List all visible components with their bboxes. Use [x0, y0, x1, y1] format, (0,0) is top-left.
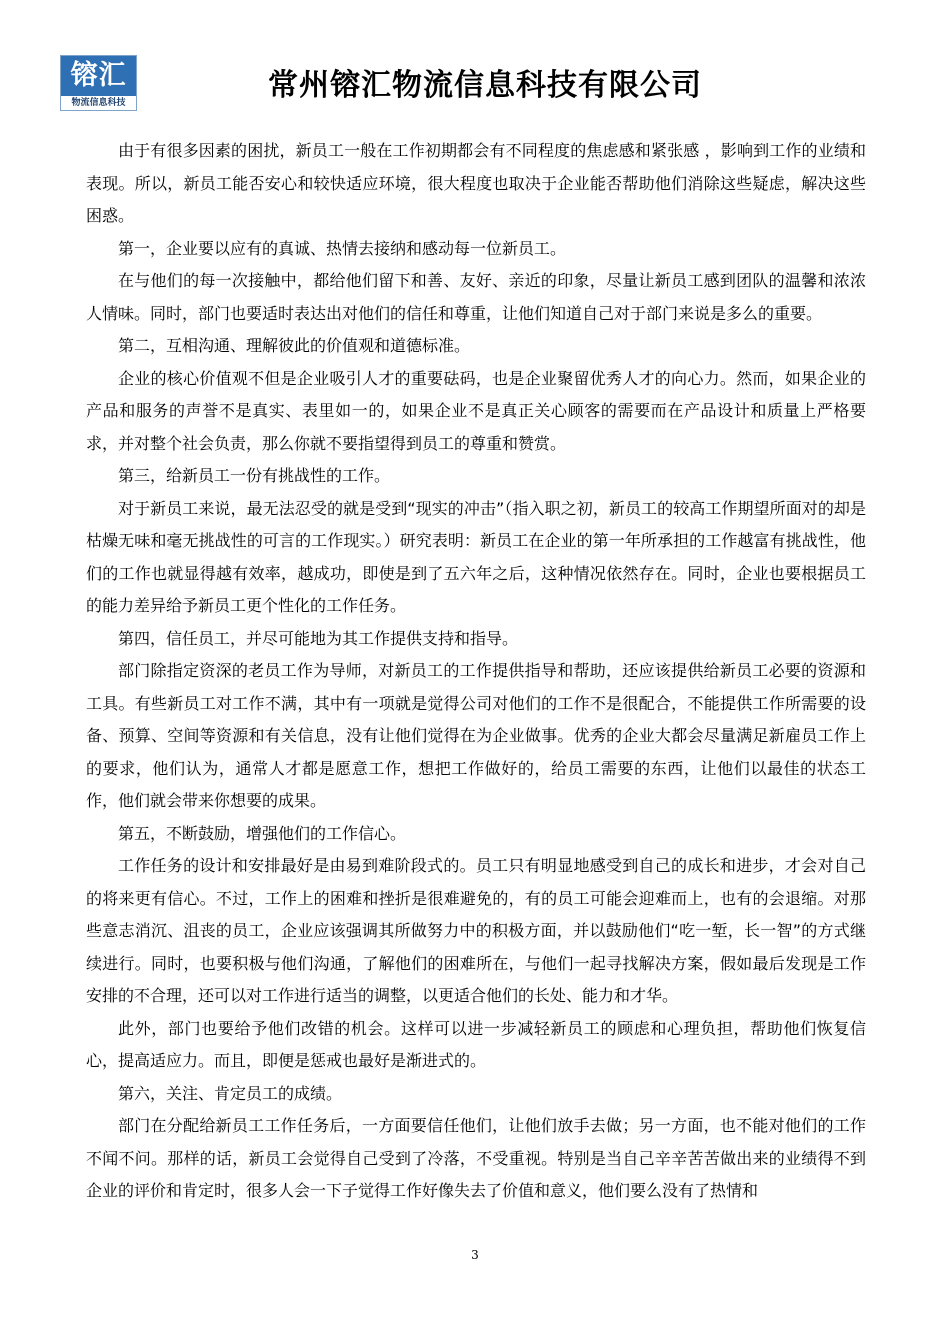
paragraph: 第六，关注、肯定员工的成绩。	[118, 1083, 343, 1103]
paragraph: 工作任务的设计和安排最好是由易到难阶段式的。员工只有明显地感受到自己的成长和进步，才会对自己的将来更有信心。不过，工作上的困难和挫折是很难避免的，有的员工可能会迎难而上，也有的会退缩。对那些意志消沉、沮丧的员工，企业应该强调其所做努力中的积极方面，并以鼓励他们“吃一堑，长一智”的方式继续进行。同时，也要积极与他们沟通，了解他们的困难所在，与他们一起寻找解决方案，假如最后发现是工作安排的不合理，还可以对工作进行适当的调整，以更适合他们的长处、能力和才华。	[86, 856, 866, 1005]
logo-main-text: 镕汇	[61, 56, 136, 96]
company-title: 常州镕汇物流信息科技有限公司	[268, 68, 702, 103]
page-number: 3	[471, 1248, 479, 1262]
paragraph: 第四，信任员工，并尽可能地为其工作提供支持和指导。	[118, 628, 519, 648]
paragraph: 第三，给新员工一份有挑战性的工作。	[118, 466, 391, 485]
paragraph: 部门在分配给新员工工作任务后，一方面要信任他们，让他们放手去做；另一方面，也不能对他们的工作不闻不问。那样的话，新员工会觉得自己受到了冷落，不受重视。特别是当自己辛辛苦苦做出来的业绩得不到企业的评价和肯定时，很多人会一下子觉得工作好像失去了价值和意义，他们要么没有了热情和	[86, 1116, 866, 1200]
paragraph: 第五，不断鼓励，增强他们的工作信心。	[118, 823, 407, 843]
paragraph: 企业的核心价值观不但是企业吸引人才的重要砝码，也是企业聚留优秀人才的向心力。然而，如果企业的产品和服务的声誉不是真实、表里如一的，如果企业不是真正关心顾客的需要而在产品设计和质量上严格要求，并对整个社会负责，那么你就不要指望得到员工的尊重和赞赏。	[86, 368, 866, 453]
paragraph: 此外，部门也要给予他们改错的机会。这样可以进一步减轻新员工的顾虑和心理负担，帮助他们恢复信心，提高适应力。而且，即便是惩戒也最好是渐进式的。	[86, 1018, 866, 1070]
paragraph: 在与他们的每一次接触中，都给他们留下和善、友好、亲近的印象，尽量让新员工感到团队的温馨和浓浓人情味。同时，部门也要适时表达出对他们的信任和尊重，让他们知道自己对于部门来说是多么的重要。	[86, 271, 866, 323]
document-body	[86, 135, 866, 1208]
paragraph: 第一，企业要以应有的真诚、热情去接纳和感动每一位新员工。	[118, 238, 567, 258]
paragraph: 由于有很多因素的困扰，新员工一般在工作初期都会有不同程度的焦虑感和紧张感 ，影响到工作的业绩和表现。所以，新员工能否安心和较快适应环境，很大程度也取决于企业能否帮助他们消除这些疑虑，解决这些困惑。	[86, 141, 866, 225]
paragraph: 对于新员工来说，最无法忍受的就是受到“现实的冲击”（指入职之初，新员工的较高工作期望所面对的却是枯燥无味和毫无挑战性的可言的工作现实。）研究表明：新员工在企业的第一年所承担的工作越富有挑战性，他们的工作也就显得越有效率，越成功，即使是到了五六年之后，这种情况依然存在。同时，企业也要根据员工的能力差异给予新员工更个性化的工作任务。	[86, 498, 866, 615]
logo-sub-text: 物流信息科技	[71, 98, 126, 108]
paragraph: 第二，互相沟通、理解彼此的价值观和道德标准。	[118, 336, 471, 355]
paragraph: 部门除指定资深的老员工作为导师，对新员工的工作提供指导和帮助，还应该提供给新员工必要的资源和工具。有些新员工对工作不满，其中有一项就是觉得公司对他们的工作不是很配合，不能提供工作所需要的设备、预算、空间等资源和有关信息，没有让他们觉得在为企业做事。优秀的企业大都会尽量满足新雇员工作上的要求，他们认为，通常人才都是愿意工作，想把工作做好的，给员工需要的东西，让他们以最佳的状态工作，他们就会带来你想要的成果。	[86, 661, 866, 810]
